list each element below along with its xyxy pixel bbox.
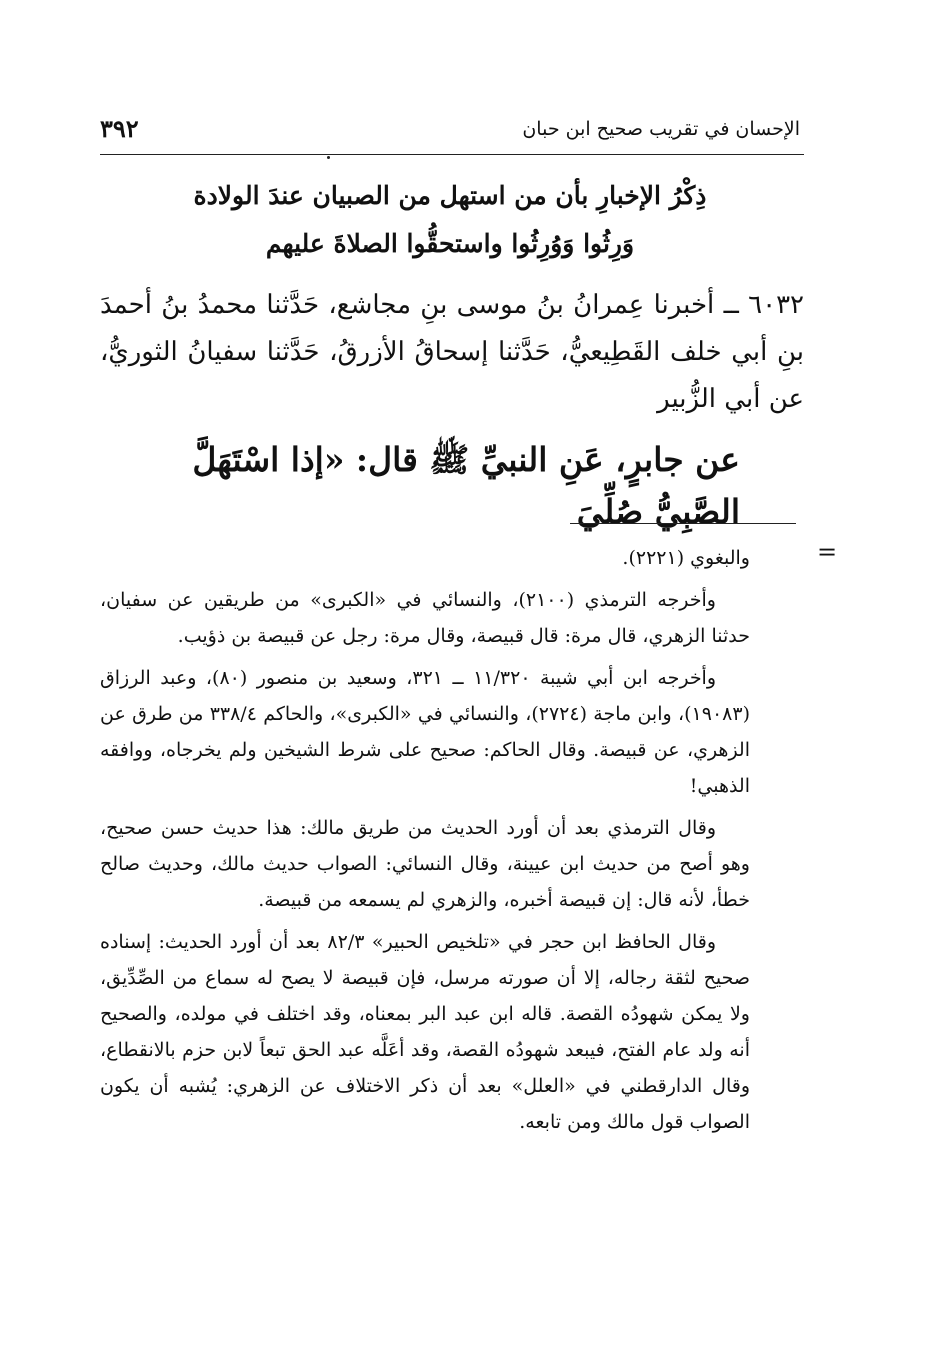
running-title: الإحسان في تقريب صحيح ابن حبان: [522, 118, 800, 140]
footnote-paragraph: وقال الترمذي بعد أن أورد الحديث من طريق مالك: هذا حديث حسن صحيح، وهو أصح من حديث ابن عيينة، وقال النسائي: الصواب حديث مالك، وحديث صالح خطأ، لأنه قال: إن قبيصة أخبره، والزهري لم يسمعه من قبيصة.: [100, 817, 750, 911]
header-dot: [327, 156, 330, 159]
chapter-heading: [140, 172, 760, 268]
footnotes: [100, 540, 750, 1146]
chapter-title-line-2: وَرِثُوا وَوُرِثُوا واستحقُّوا الصلاةَ عليهم: [265, 229, 635, 258]
hadith-isnad-block: [100, 282, 804, 423]
footnote-paragraph: والبغوي (٢٢٢١).: [622, 547, 750, 569]
footnote-continuation-mark: =: [817, 538, 838, 566]
header-divider: [100, 154, 804, 155]
page-header: [100, 112, 800, 152]
chapter-title-line-1: ذِكْرُ الإخبارِ بأن من استهل من الصبيان عندَ الولادة: [193, 181, 707, 210]
footnote-paragraph: وأخرجه الترمذي (٢١٠٠)، والنسائي في «الكبرى» من طريقين عن سفيان، حدثنا الزهري، قال مرة: قال قبيصة، وقال مرة: رجل عن قبيصة بن ذؤيب.: [100, 589, 750, 647]
page-number: ٣٩٢: [100, 114, 139, 143]
footnote-paragraph: وقال الحافظ ابن حجر في «تلخيص الحبير» ٨٢/٣ بعد أن أورد الحديث: إسناده صحيح لثقة رجاله، إلا أن صورته مرسل، فإن قبيصة لا يصح له سماع من الصِّدِّيق، ولا يمكن شهودُه القصة. قاله ابن عبد البر بمعناه، وقد اختلف في مولده، والصحيح أنه ولد عام الفتح، فيبعد شهودُه القصة، وقد أعَلَّه عبد الحق تبعاً لابن حزم بالانقطاع، وقال الدارقطني في «العلل» بعد أن ذكر الاختلاف عن الزهري: يُشبه أن يكون الصواب قول مالك ومن تابعه.: [100, 931, 750, 1133]
hadith-matn: عن جابرٍ، عَنِ النبيِّ ﷺ قال: «إذا اسْتَهَلَّ الصَّبِيُّ صُلِّيَ: [192, 440, 740, 531]
hadith-isnad: ٦٠٣٢ ــ أخبرنا عِمرانُ بنُ موسى بنِ مجاشع، حَدَّثنا محمدُ بنُ أحمدَ بنِ أبي خلف القَطِيعيُّ، حَدَّثنا إسحاقُ الأزرقُ، حَدَّثنا سفيانُ الثوريُّ، عن أبي الزُّبير: [100, 290, 804, 414]
footnote-divider: [570, 523, 796, 524]
footnote-paragraph: وأخرجه ابن أبي شيبة ١١/٣٢٠ ــ ٣٢١، وسعيد بن منصور (٨٠)، وعبد الرزاق (١٩٠٨٣)، وابن ماجة (٢٧٢٤)، والنسائي في «الكبرى»، والحاكم ٣٣٨/٤ من طرق عن الزهري، عن قبيصة. وقال الحاكم: صحيح على شرط الشيخين ولم يخرجاه، ووافقه الذهبي!: [100, 667, 750, 797]
